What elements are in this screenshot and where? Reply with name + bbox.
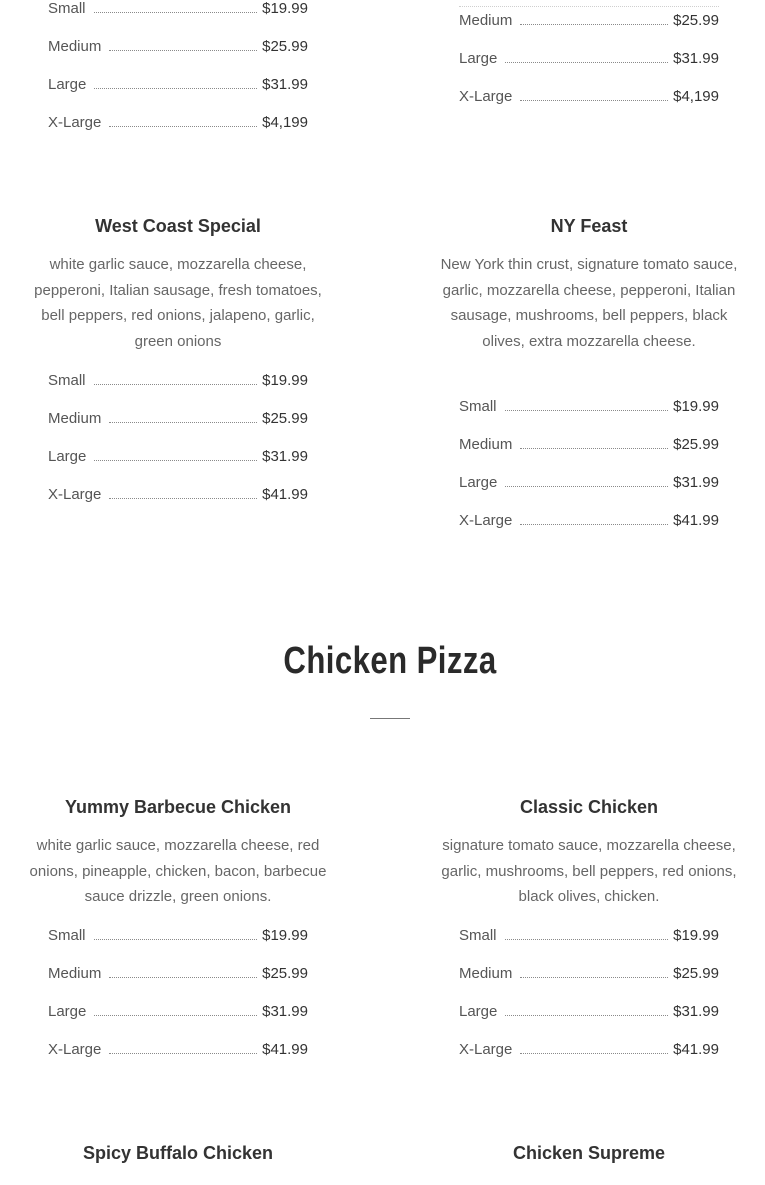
size-label: Small	[48, 0, 86, 17]
size-label: X-Large	[48, 1041, 102, 1058]
size-label: Large	[459, 1003, 498, 1020]
size-label: Small	[48, 372, 86, 389]
price-value: $4,199	[673, 88, 719, 105]
price-value: $25.99	[673, 12, 719, 29]
price-value: $31.99	[673, 474, 719, 491]
price-value: $19.99	[262, 0, 308, 17]
dot-leader	[94, 927, 258, 940]
price-list-top-right	[459, 12, 719, 126]
price-value: $25.99	[262, 410, 308, 427]
cut-off-text	[459, 0, 719, 7]
size-label: Large	[459, 50, 498, 67]
price-row	[48, 410, 308, 448]
dot-leader	[505, 398, 669, 411]
price-row	[459, 512, 719, 550]
item-title-chicken-supreme: Chicken Supreme	[512, 1143, 666, 1163]
dot-leader	[520, 436, 668, 449]
price-list-yummy-barbecue-chicken	[48, 927, 308, 1079]
price-value: $19.99	[673, 927, 719, 944]
price-row	[459, 12, 719, 50]
dot-leader	[520, 965, 668, 978]
dot-leader	[520, 88, 668, 101]
size-label: X-Large	[459, 1041, 513, 1058]
size-label: Large	[48, 76, 87, 93]
price-value: $31.99	[262, 448, 308, 465]
dot-leader	[109, 965, 257, 978]
price-list-west-coast-special	[48, 372, 308, 524]
price-value: $41.99	[262, 1041, 308, 1058]
section-title-chicken-pizza: Chicken Pizza	[283, 640, 497, 682]
price-row	[48, 0, 308, 38]
dot-leader	[94, 76, 257, 89]
price-value: $25.99	[673, 436, 719, 453]
size-label: Medium	[48, 410, 102, 427]
size-label: Medium	[48, 38, 102, 55]
price-row	[48, 448, 308, 486]
size-label: X-Large	[48, 114, 102, 131]
price-value: $31.99	[262, 1003, 308, 1020]
price-list-top-left	[48, 0, 308, 152]
price-row	[48, 1003, 308, 1041]
price-value: $19.99	[262, 927, 308, 944]
dot-leader	[109, 38, 257, 51]
price-value: $25.99	[262, 38, 308, 55]
price-value: $19.99	[673, 398, 719, 415]
price-value: $31.99	[262, 76, 308, 93]
size-label: Medium	[48, 965, 102, 982]
size-label: Medium	[459, 436, 513, 453]
price-row	[48, 114, 308, 152]
dot-leader	[505, 1003, 668, 1016]
size-label: Small	[459, 927, 497, 944]
price-value: $31.99	[673, 1003, 719, 1020]
price-row	[48, 38, 308, 76]
price-value: $4,199	[262, 114, 308, 131]
price-row	[459, 965, 719, 1003]
price-value: $31.99	[673, 50, 719, 67]
size-label: Large	[48, 448, 87, 465]
price-list-classic-chicken	[459, 927, 719, 1079]
section-divider	[370, 718, 410, 719]
item-description-ny-feast: New York thin crust, signature tomato sauce, garlic, mozzarella cheese, pepperoni, Italian sausage, mushrooms, bell peppers, black olives, extra mozzarella cheese.	[440, 256, 738, 350]
price-row	[459, 88, 719, 126]
dot-leader	[109, 1041, 257, 1054]
item-description-classic-chicken: signature tomato sauce, mozzarella cheese, garlic, mushrooms, bell peppers, red onions, black olives, chicken.	[441, 837, 737, 905]
price-value: $19.99	[262, 372, 308, 389]
price-row	[48, 1041, 308, 1079]
dot-leader	[520, 1041, 668, 1054]
size-label: Small	[48, 927, 86, 944]
price-row	[459, 1003, 719, 1041]
price-row	[48, 927, 308, 965]
dot-leader	[94, 0, 258, 13]
price-row	[459, 436, 719, 474]
item-description-yummy-barbecue-chicken: white garlic sauce, mozzarella cheese, red onions, pineapple, chicken, bacon, barbecue sauce drizzle, green onions.	[29, 837, 327, 905]
size-label: Small	[459, 398, 497, 415]
dot-leader	[109, 486, 257, 499]
size-label: Medium	[459, 965, 513, 982]
price-row	[48, 76, 308, 114]
price-value: $41.99	[673, 1041, 719, 1058]
price-row	[48, 372, 308, 410]
item-title-yummy-barbecue-chicken: Yummy Barbecue Chicken	[64, 797, 292, 817]
dot-leader	[505, 50, 668, 63]
dot-leader	[505, 927, 669, 940]
dot-leader	[94, 1003, 257, 1016]
price-value: $41.99	[673, 512, 719, 529]
dot-leader	[505, 474, 668, 487]
dot-leader	[520, 12, 668, 25]
price-row	[48, 965, 308, 1003]
price-row	[459, 927, 719, 965]
price-list-ny-feast	[459, 398, 719, 550]
dot-leader	[109, 114, 257, 127]
size-label: X-Large	[459, 512, 513, 529]
price-row	[459, 50, 719, 88]
price-value: $41.99	[262, 486, 308, 503]
price-value: $25.99	[673, 965, 719, 982]
item-title-spicy-buffalo-chicken: Spicy Buffalo Chicken	[82, 1143, 274, 1163]
price-value: $25.99	[262, 965, 308, 982]
price-row	[48, 486, 308, 524]
dot-leader	[109, 410, 257, 423]
size-label: X-Large	[459, 88, 513, 105]
price-row	[459, 474, 719, 512]
item-title-ny-feast: NY Feast	[550, 216, 628, 236]
dot-leader	[94, 448, 257, 461]
item-title-classic-chicken: Classic Chicken	[519, 797, 659, 817]
dot-leader	[94, 372, 258, 385]
item-title-west-coast-special: West Coast Special	[95, 216, 261, 236]
item-description-west-coast-special: white garlic sauce, mozzarella cheese, pepperoni, Italian sausage, fresh tomatoes, bell peppers, red onions, jalapeno, garlic, green onions	[34, 256, 322, 350]
dot-leader	[520, 512, 668, 525]
price-row	[459, 398, 719, 436]
size-label: Medium	[459, 12, 513, 29]
size-label: Large	[459, 474, 498, 491]
size-label: X-Large	[48, 486, 102, 503]
price-row	[459, 1041, 719, 1079]
size-label: Large	[48, 1003, 87, 1020]
